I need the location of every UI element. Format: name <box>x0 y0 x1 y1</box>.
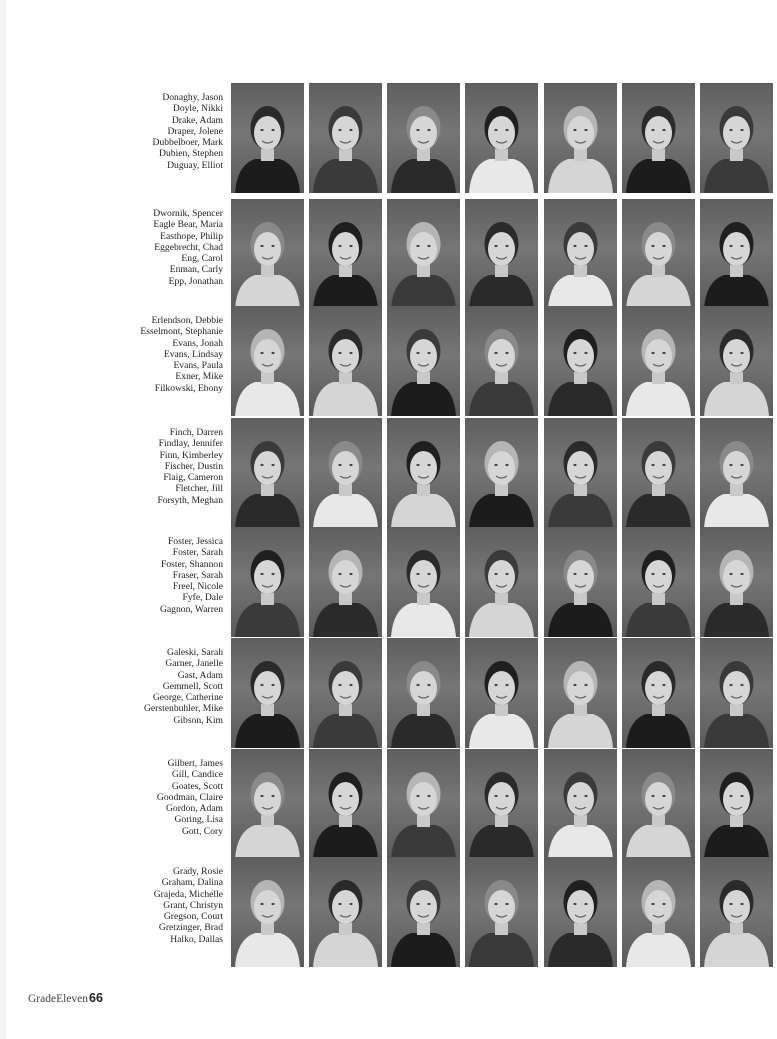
student-name: Grajeda, Michelle <box>153 888 223 900</box>
portrait-silhouette <box>544 306 617 416</box>
student-name: Evans, Paula <box>173 360 223 372</box>
portrait-silhouette <box>387 418 460 528</box>
student-portrait <box>465 306 538 416</box>
portrait-silhouette <box>309 749 382 859</box>
page-footer <box>28 991 103 1005</box>
student-portrait <box>387 199 460 309</box>
student-name: Gibson, Kim <box>173 714 223 726</box>
student-name: Gemmell, Scott <box>162 680 223 692</box>
student-portrait <box>387 749 460 859</box>
student-name: Enman, Carly <box>169 264 223 276</box>
student-name: Eagle Bear, Maria <box>153 219 223 231</box>
student-name: Gill, Candice <box>171 769 223 781</box>
student-portrait <box>309 857 382 967</box>
student-name: Gast, Adam <box>177 669 223 681</box>
portrait-silhouette <box>700 527 773 637</box>
portrait-silhouette <box>544 527 617 637</box>
student-name: Evans, Jonah <box>172 337 223 349</box>
student-name: Dubbelboer, Mark <box>152 137 223 149</box>
portrait-silhouette <box>309 638 382 748</box>
student-name: George, Catherine <box>152 692 223 704</box>
student-portrait <box>387 83 460 193</box>
student-name: Filkowski, Ebony <box>154 382 223 394</box>
student-name: Fyfe, Dale <box>182 592 223 604</box>
student-name: Goodman, Claire <box>156 791 223 803</box>
portrait-silhouette <box>700 83 773 193</box>
portrait-silhouette <box>700 638 773 748</box>
student-portrait <box>465 638 538 748</box>
student-portrait <box>309 418 382 528</box>
student-portrait <box>622 306 695 416</box>
student-name: Gordon, Adam <box>165 803 223 815</box>
student-portrait <box>387 857 460 967</box>
portrait-silhouette <box>465 306 538 416</box>
student-name: Fraser, Sarah <box>172 569 223 581</box>
student-portrait <box>309 638 382 748</box>
student-name: Foster, Jessica <box>167 536 223 547</box>
portrait-silhouette <box>622 749 695 859</box>
student-name-list <box>106 315 223 394</box>
yearbook-page <box>6 0 777 1039</box>
student-portrait <box>465 857 538 967</box>
portrait-silhouette <box>465 418 538 528</box>
portrait-silhouette <box>544 638 617 748</box>
portrait-silhouette <box>231 527 304 637</box>
portrait-silhouette <box>622 306 695 416</box>
student-portrait <box>309 306 382 416</box>
portrait-silhouette <box>465 638 538 748</box>
student-name: Gagnon, Warren <box>160 603 223 615</box>
portrait-silhouette <box>622 199 695 309</box>
student-portrait <box>544 638 617 748</box>
student-name-list <box>106 536 223 615</box>
student-name: Erlendson, Debbie <box>151 315 223 326</box>
portrait-silhouette <box>544 418 617 528</box>
portrait-silhouette <box>622 83 695 193</box>
student-portrait <box>465 418 538 528</box>
student-name: Esselmont, Stephanie <box>140 326 223 338</box>
student-name-list <box>106 866 223 945</box>
portrait-silhouette <box>387 638 460 748</box>
portrait-silhouette <box>309 306 382 416</box>
student-name: Evans, Lindsay <box>163 348 223 360</box>
student-name-list <box>106 92 223 171</box>
student-name: Draper, Jolene <box>167 125 223 137</box>
portrait-silhouette <box>387 749 460 859</box>
student-portrait <box>700 527 773 637</box>
student-name: Epp, Jonathan <box>168 275 223 287</box>
student-name: Fletcher, Jill <box>175 483 223 495</box>
portrait-silhouette <box>465 527 538 637</box>
portrait-silhouette <box>387 83 460 193</box>
portrait-silhouette <box>387 306 460 416</box>
student-name: Finch, Darren <box>169 427 223 438</box>
student-name: Foster, Sarah <box>172 547 223 559</box>
student-name: Easthope, Philip <box>160 230 223 242</box>
portrait-silhouette <box>309 418 382 528</box>
student-portrait <box>231 83 304 193</box>
student-portrait <box>700 418 773 528</box>
portrait-silhouette <box>544 857 617 967</box>
portrait-silhouette <box>622 857 695 967</box>
portrait-silhouette <box>465 199 538 309</box>
student-name-list <box>106 758 223 837</box>
student-name-list <box>106 427 223 506</box>
student-portrait <box>387 418 460 528</box>
portrait-silhouette <box>231 83 304 193</box>
page-number: 66 <box>89 991 103 1005</box>
student-name: Eng, Carol <box>181 253 223 265</box>
student-portrait <box>231 418 304 528</box>
student-portrait <box>387 306 460 416</box>
student-portrait <box>231 527 304 637</box>
student-name: Gerstenbuhler, Mike <box>143 703 223 715</box>
portrait-silhouette <box>700 199 773 309</box>
student-portrait <box>465 83 538 193</box>
student-name: Grant, Christyn <box>163 899 223 911</box>
student-portrait <box>700 83 773 193</box>
student-portrait <box>622 418 695 528</box>
student-portrait <box>622 83 695 193</box>
student-name: Gregson, Court <box>163 911 223 923</box>
student-name: Dubien, Stephen <box>159 148 223 160</box>
student-portrait <box>231 306 304 416</box>
portrait-silhouette <box>231 199 304 309</box>
student-name: Halko, Dallas <box>170 933 223 945</box>
portrait-silhouette <box>387 199 460 309</box>
student-name: Dwornik, Spencer <box>153 208 223 219</box>
student-portrait <box>465 527 538 637</box>
student-name: Graham, Dalina <box>161 877 223 889</box>
student-name: Gott, Cory <box>181 825 223 837</box>
student-name: Gretzinger, Brad <box>158 922 223 934</box>
student-name: Doyle, Nikki <box>172 103 223 115</box>
student-portrait <box>622 749 695 859</box>
student-name: Freel, Nicole <box>172 581 223 593</box>
portrait-silhouette <box>231 749 304 859</box>
student-name: Finn, Kimberley <box>159 449 223 461</box>
student-portrait <box>544 199 617 309</box>
portrait-silhouette <box>622 527 695 637</box>
portrait-silhouette <box>700 857 773 967</box>
student-portrait <box>309 199 382 309</box>
student-portrait <box>231 749 304 859</box>
portrait-silhouette <box>544 83 617 193</box>
student-portrait <box>309 83 382 193</box>
portrait-silhouette <box>700 306 773 416</box>
student-name: Garner, Janelle <box>165 658 223 670</box>
portrait-silhouette <box>309 199 382 309</box>
student-portrait <box>231 199 304 309</box>
portrait-silhouette <box>622 638 695 748</box>
portrait-silhouette <box>387 857 460 967</box>
student-portrait <box>309 749 382 859</box>
student-portrait <box>387 527 460 637</box>
section-label: GradeEleven <box>28 993 89 1005</box>
student-portrait <box>544 83 617 193</box>
student-portrait <box>309 527 382 637</box>
student-name: Fischer, Dustin <box>164 460 223 472</box>
student-portrait <box>622 857 695 967</box>
student-name: Gilbert, James <box>167 758 223 769</box>
portrait-silhouette <box>387 527 460 637</box>
portrait-silhouette <box>465 857 538 967</box>
portrait-silhouette <box>231 306 304 416</box>
student-name: Donaghy, Jason <box>162 92 223 103</box>
student-name: Grady, Rosie <box>172 866 223 877</box>
student-portrait <box>465 749 538 859</box>
student-name-list <box>106 208 223 287</box>
student-portrait <box>231 857 304 967</box>
portrait-silhouette <box>309 527 382 637</box>
student-name-list <box>106 647 223 726</box>
student-portrait <box>700 306 773 416</box>
student-name: Eggebrecht, Chad <box>154 241 223 253</box>
student-name: Drake, Adam <box>171 114 223 126</box>
student-portrait <box>544 306 617 416</box>
student-portrait <box>622 199 695 309</box>
student-name: Goates, Scott <box>171 780 223 792</box>
portrait-silhouette <box>544 749 617 859</box>
student-portrait <box>544 527 617 637</box>
portrait-silhouette <box>465 749 538 859</box>
student-name: Foster, Shannon <box>161 558 223 570</box>
student-name: Galeski, Sarah <box>167 647 223 658</box>
portrait-silhouette <box>700 418 773 528</box>
student-portrait <box>544 749 617 859</box>
portrait-silhouette <box>231 418 304 528</box>
student-portrait <box>622 638 695 748</box>
student-name: Flaig, Cameron <box>163 472 223 484</box>
student-name: Duguay, Elliot <box>167 159 223 171</box>
student-portrait <box>387 638 460 748</box>
student-portrait <box>622 527 695 637</box>
portrait-silhouette <box>465 83 538 193</box>
student-portrait <box>544 418 617 528</box>
portrait-silhouette <box>231 638 304 748</box>
portrait-silhouette <box>700 749 773 859</box>
portrait-silhouette <box>309 857 382 967</box>
student-portrait <box>465 199 538 309</box>
portrait-silhouette <box>622 418 695 528</box>
student-name: Forsyth, Meghan <box>157 494 223 506</box>
student-portrait <box>700 857 773 967</box>
portrait-silhouette <box>309 83 382 193</box>
portrait-silhouette <box>544 199 617 309</box>
student-portrait <box>700 638 773 748</box>
student-name: Findlay, Jennifer <box>158 438 223 450</box>
student-name: Exner, Mike <box>175 371 223 383</box>
student-portrait <box>544 857 617 967</box>
student-portrait <box>700 749 773 859</box>
student-portrait <box>700 199 773 309</box>
student-portrait <box>231 638 304 748</box>
student-name: Goring, Lisa <box>174 814 223 826</box>
portrait-silhouette <box>231 857 304 967</box>
